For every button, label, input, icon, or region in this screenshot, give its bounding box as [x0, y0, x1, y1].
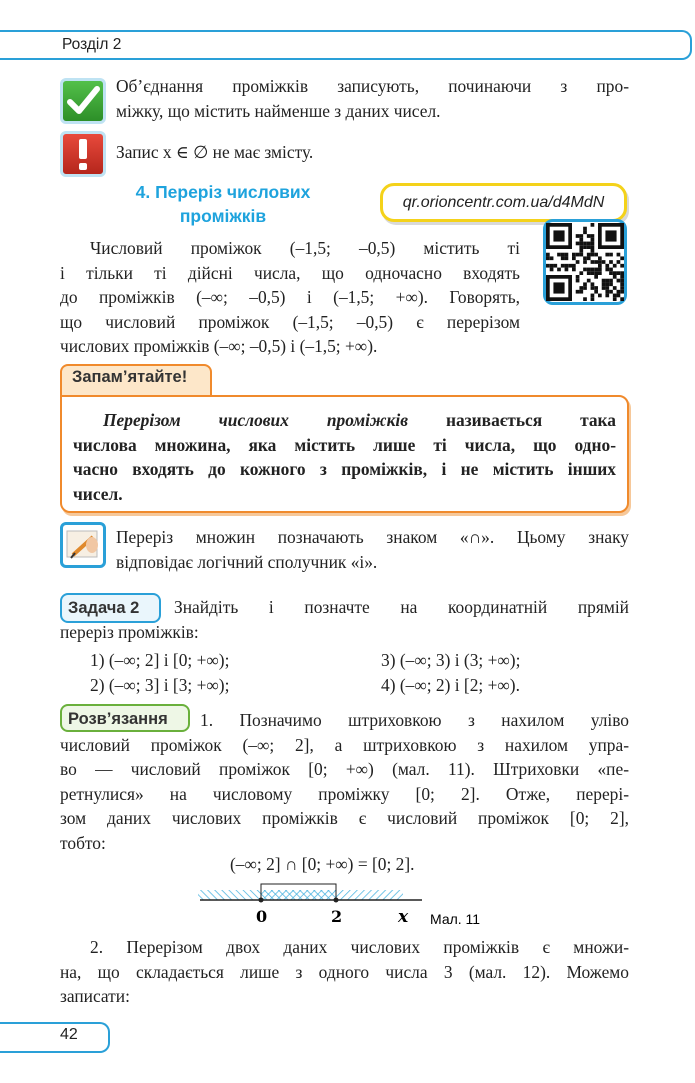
task-label: Задача 2: [60, 593, 161, 623]
defined-term: Перерізом числових проміжків: [103, 410, 408, 430]
remember-tab-label: Запам’ятайте!: [72, 368, 188, 386]
number-line-figure: [190, 880, 490, 930]
point-0: [259, 898, 264, 903]
qr-code: [543, 219, 627, 305]
tick-label-2: 2: [331, 907, 343, 926]
solution-text: 1. Позначимо штриховкою з нахилом уліво числовий проміжок (–∞; 2], а штриховкою з нахилом упра- во — числовий проміжок [0; +∞) (мал. 11). Штриховки «пе- ретнулися» на числовому проміжку [0; 2]. Отже, перері- зом даних числових проміжків є числовий проміжок [0; 2], тобто:: [60, 710, 629, 853]
formula: (–∞; 2] ∩ [0; +∞) = [0; 2].: [230, 854, 415, 874]
definition-text: Перерізом числових проміжків називається така числова множина, яка містить лише ті числа, що одно- часно входять до кожного з проміжків, і не містить інших чисел.: [73, 410, 617, 504]
task-items-right: [381, 648, 629, 697]
intersection-sign-note: Переріз множин позначають знаком «∩». Цьому знаку відповідає логічний сполучник «і».: [116, 527, 629, 572]
section-label: Розділ 2: [62, 36, 122, 53]
solution-label: Розв’язання: [60, 704, 190, 732]
figure-caption: Мал. 11: [430, 911, 481, 927]
qr-link-text[interactable]: qr.orioncentr.com.ua/d4MdN: [402, 194, 605, 211]
task-items-left: [90, 648, 370, 697]
solution-part2: 2. Перерізом двох даних числових проміжків є множи- на, що складається лише з одного числа 3 (мал. 12). Можемо записати:: [60, 937, 629, 1006]
check-icon: [60, 78, 106, 124]
union-note: Об’єднання проміжків записують, починаючи з про- міжку, що містить найменше з даних чисел.: [116, 76, 629, 121]
qr-link-bubble[interactable]: [380, 183, 627, 222]
section-title: 4. Переріз числових проміжків: [135, 182, 311, 226]
footer-band: [0, 1022, 110, 1053]
task-item: 2) (–∞; 3] і [3; +∞);: [90, 674, 230, 695]
page-number: 42: [60, 1026, 78, 1043]
task-text: Знайдіть і позначте на координатній прямій переріз проміжків:: [60, 597, 629, 642]
task-item: 3) (–∞; 3) і (3; +∞);: [381, 650, 521, 670]
task-item: 1) (–∞; 2] і [0; +∞);: [90, 650, 230, 670]
hatch-right: [261, 890, 403, 900]
task-item: 4) (–∞; 2) і [2; +∞).: [381, 674, 520, 695]
empty-set-note: Запис x ∈ ∅ не має змісту.: [116, 142, 314, 162]
exclamation-icon: [60, 131, 106, 177]
tick-label-0: 0: [256, 907, 268, 926]
point-2: [334, 898, 339, 903]
qr-code-image: [546, 223, 624, 301]
pen-note-icon: [60, 522, 106, 568]
axis-label-x: x: [398, 907, 409, 927]
intro-paragraph: Числовий проміжок (–1,5; –0,5) містить ті і тільки ті дійсні числа, що одночасно входять до проміжків (–∞; –0,5) і (–1,5; +∞). Говорять, що числовий проміжок (–1,5; –0,5) є перерізом числових проміжків (–∞; –0,5) і (–1,5; +∞).: [60, 238, 520, 356]
